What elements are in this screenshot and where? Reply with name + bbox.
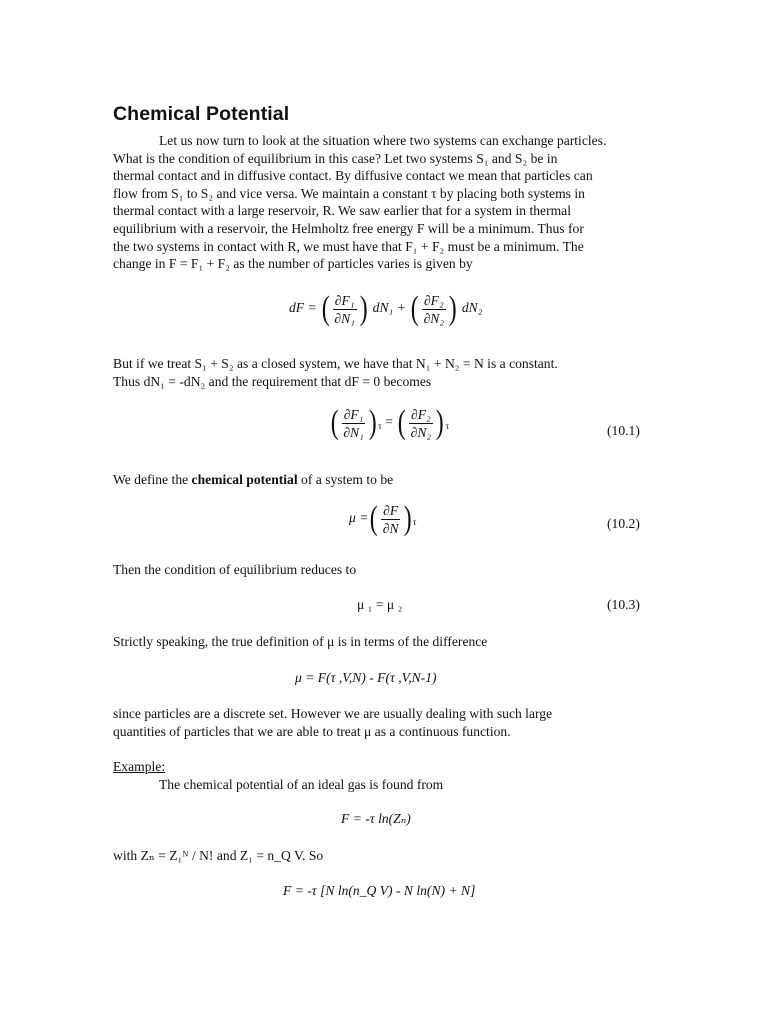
intro-line: thermal contact and in diffusive contact. By diffusive contact we mean that particles can: [113, 168, 593, 184]
equation-difference: μ = F(τ ,V,N) - F(τ ,V,N-1): [295, 670, 437, 685]
partial-fraction: [341, 407, 366, 440]
chemical-potential-term: chemical potential: [191, 472, 298, 487]
intro-line: What is the condition of equilibrium in this case? Let two systems S₁ and S₂ be in: [113, 150, 558, 166]
equation-dF: [289, 292, 482, 326]
fraction-numerator: ∂F₂: [423, 292, 444, 308]
equation-lhs: μ =: [349, 510, 369, 526]
fraction-denominator: ∂N: [382, 520, 399, 536]
left-paren: (: [397, 404, 406, 441]
closed-system-paragraph: [113, 355, 658, 390]
intro-line: flow from S₁ to S₂ and vice versa. We maintain a constant τ by placing both systems in: [113, 185, 585, 201]
right-paren: ): [403, 500, 412, 537]
since-paragraph: [113, 705, 658, 740]
fraction-denominator: ∂N₂: [410, 424, 432, 440]
fraction-denominator: ∂N₂: [423, 310, 445, 326]
fraction-numerator: ∂F₁: [343, 406, 364, 422]
equation-10-1: [329, 406, 449, 440]
right-paren: ): [368, 404, 377, 441]
intro-line: equilibrium with a reservoir, the Helmholtz free energy F will be a minimum. Thus for: [113, 220, 584, 236]
fraction-denominator: ∂N₁: [334, 310, 355, 326]
text-line: with Zₙ = Z₁ᴺ / N! and Z₁ = n_Q V. So: [113, 848, 324, 863]
intro-line: Let us now turn to look at the situation where two systems can exchange particles.: [159, 133, 607, 148]
example-section: [113, 758, 658, 793]
fraction-numerator: ∂F₂: [410, 406, 431, 422]
fraction-numerator: ∂F: [383, 502, 399, 518]
left-paren: (: [321, 290, 330, 327]
define-paragraph: [113, 471, 658, 489]
equation-tail: dN₂: [461, 300, 483, 316]
strictly-paragraph: [113, 633, 658, 651]
text-line: quantities of particles that we are able to treat μ as a continuous function.: [113, 723, 511, 739]
text-span: of a system to be: [297, 472, 394, 487]
equation-F-ln: F = -τ ln(Zₙ): [341, 811, 411, 826]
intro-line: thermal contact with a large reservoir, R. We saw earlier that for a system in thermal: [113, 203, 571, 219]
text-line: since particles are a discrete set. However we are usually dealing with such large: [113, 706, 553, 721]
equation-number: (10.2): [607, 516, 640, 531]
text-line: Thus dN₁ = -dN₂ and the requirement that dF = 0 becomes: [113, 373, 432, 389]
left-paren: (: [410, 290, 419, 327]
tau-subscript: τ: [445, 421, 450, 432]
partial-fraction: [381, 503, 401, 536]
equation-10-3: μ ₁ = μ ₂: [357, 597, 403, 612]
left-paren: (: [330, 404, 339, 441]
text-line: The chemical potential of an ideal gas is found from: [159, 776, 444, 792]
example-heading: Example:: [113, 759, 166, 774]
tau-subscript: τ: [378, 421, 382, 432]
equation-lhs: dF =: [289, 300, 317, 316]
fraction-numerator: ∂F₁: [334, 292, 355, 308]
equation-middle: dN₁ +: [372, 300, 406, 316]
reduces-paragraph: [113, 561, 658, 579]
partial-fraction: [332, 293, 357, 326]
left-paren: (: [370, 500, 379, 537]
with-paragraph: [113, 847, 658, 865]
equals-sign: =: [385, 414, 393, 430]
intro-paragraph: [113, 132, 658, 273]
right-paren: ): [359, 290, 368, 327]
equation-10-2: [349, 502, 416, 536]
page-title: Chemical Potential: [113, 103, 290, 125]
tau-subscript: τ: [412, 517, 417, 528]
intro-line: change in F = F₁ + F₂ as the number of particles varies is given by: [113, 256, 473, 272]
equation-number: (10.3): [607, 597, 640, 612]
partial-fraction: [409, 407, 434, 440]
fraction-denominator: ∂N₁: [343, 424, 364, 440]
equation-number: (10.1): [607, 423, 640, 438]
text-span: We define the: [113, 472, 192, 487]
equation-F-full: F = -τ [N ln(n_Q V) - N ln(N) + N]: [283, 883, 476, 898]
text-line: Then the condition of equilibrium reduces to: [113, 562, 357, 577]
text-line: But if we treat S₁ + S₂ as a closed system, we have that N₁ + N₂ = N is a constant.: [113, 356, 558, 371]
partial-fraction: [422, 293, 447, 326]
intro-line: the two systems in contact with R, we must have that F₁ + F₂ must be a minimum. The: [113, 238, 584, 254]
text-line: Strictly speaking, the true definition of μ is in terms of the difference: [113, 634, 488, 649]
right-paren: ): [448, 290, 457, 327]
right-paren: ): [435, 404, 444, 441]
